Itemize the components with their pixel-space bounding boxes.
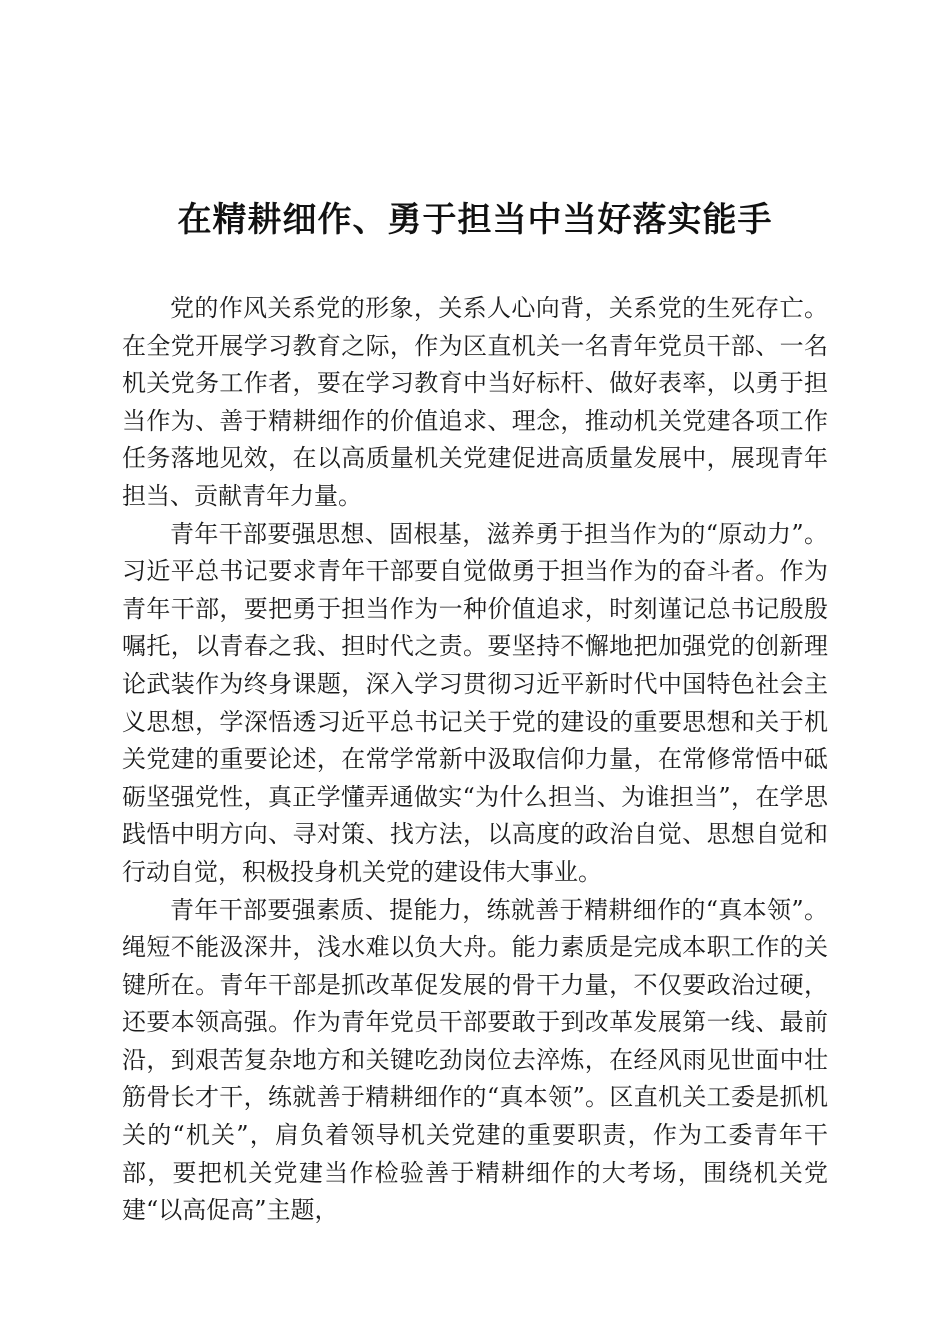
- paragraph: 党的作风关系党的形象，关系人心向背，关系党的生死存亡。在全党开展学习教育之际，作为区直机关一名青年党员干部、一名机关党务工作者，要在学习教育中当好标杆、做好表率，以勇于担当作为、善于精耕细作的价值追求、理念，推动机关党建各项工作任务落地见效，在以高质量机关党建促进高质量发展中，展现青年担当、贡献青年力量。: [122, 294, 828, 510]
- document-title: 在精耕细作、勇于担当中当好落实能手: [177, 200, 773, 240]
- paragraph: 青年干部要强思想、固根基，滋养勇于担当作为的“原动力”。习近平总书记要求青年干部要自觉做勇于担当作为的奋斗者。作为青年干部，要把勇于担当作为一种价值追求，时刻谨记总书记殷殷嘱托，以青春之我、担时代之责。要坚持不懈地把加强党的创新理论武装作为终身课题，深入学习贯彻习近平新时代中国特色社会主义思想，学深悟透习近平总书记关于党的建设的重要思想和关于机关党建的重要论述，在常学常新中汲取信仰力量，在常修常悟中砥砺坚强党性，真正学懂弄通做实“为什么担当、为谁担当”，在学思践悟中明方向、寻对策、找方法，以高度的政治自觉、思想自觉和行动自觉，积极投身机关党的建设伟大事业。: [122, 519, 828, 886]
- document-body: [122, 290, 828, 1230]
- paragraph: 青年干部要强素质、提能力，练就善于精耕细作的“真本领”。绳短不能汲深井，浅水难以负大舟。能力素质是完成本职工作的关键所在。青年干部是抓改革促发展的骨干力量，不仅要政治过硬，还要本领高强。作为青年党员干部要敢于到改革发展第一线、最前沿，到艰苦复杂地方和关键吃劲岗位去淬炼，在经风雨见世面中壮筋骨长才干，练就善于精耕细作的“真本领”。区直机关工委是抓机关的“机关”，肩负着领导机关党建的重要职责，作为工委青年干部，要把机关党建当作检验善于精耕细作的大考场，围绕机关党建“以高促高”主题，: [122, 895, 828, 1225]
